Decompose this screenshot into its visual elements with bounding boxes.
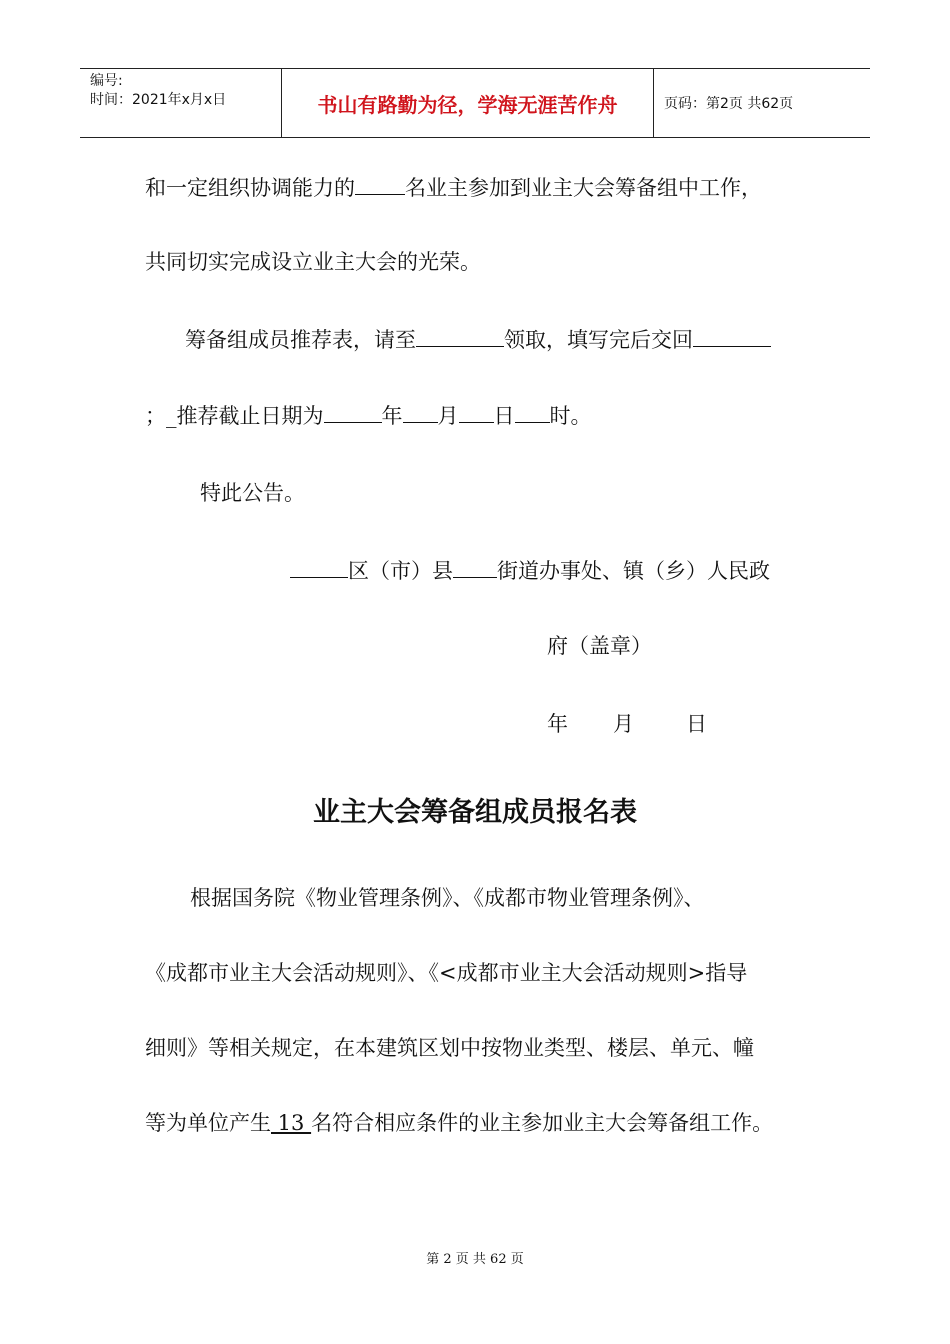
section-title: 业主大会筹备组成员报名表 xyxy=(313,797,637,828)
fill-blank xyxy=(290,559,348,578)
section-para-line-1: 根据国务院《物业管理条例》、《成都市物业管理条例》、 xyxy=(190,886,705,910)
text-span: 和一定组织协调能力的 xyxy=(145,176,355,200)
section-para-line-4 xyxy=(145,1107,773,1137)
day-label: 日 xyxy=(686,712,707,736)
text-span: 年 xyxy=(381,404,403,428)
header-meta xyxy=(80,69,282,137)
body-line-5: 特此公告。 xyxy=(200,481,305,505)
fill-blank xyxy=(515,404,550,423)
member-count: 13 xyxy=(271,1111,312,1135)
text-span: 月 xyxy=(437,404,459,428)
fill-blank xyxy=(403,404,438,423)
text-span: 时。 xyxy=(549,404,592,428)
text-span: 等为单位产生 xyxy=(145,1111,271,1135)
doc-number-label: 编号: xyxy=(90,73,123,89)
header-page-info: 页码：第2页 共62页 xyxy=(664,96,794,112)
text-span: 日 xyxy=(493,404,515,428)
text-span: ；_推荐截止日期为 xyxy=(145,404,324,428)
year-label: 年 xyxy=(547,712,568,736)
fill-blank xyxy=(324,404,382,423)
month-label: 月 xyxy=(613,712,634,736)
body-line-4 xyxy=(145,400,592,430)
fill-blank xyxy=(453,559,497,578)
text-span: 领取，填写完后交回 xyxy=(504,328,693,352)
page-header xyxy=(80,68,870,138)
date-line xyxy=(547,708,707,738)
section-para-line-2: 《成都市业主大会活动规则》、《<成都市业主大会活动规则>指导 xyxy=(145,961,748,985)
body-line-1 xyxy=(145,172,762,202)
fill-blank xyxy=(416,328,504,347)
section-para-line-3: 细则》等相关规定，在本建筑区划中按物业类型、楼层、单元、幢 xyxy=(145,1036,754,1060)
body-line-6 xyxy=(290,555,770,585)
body-line-2: 共同切实完成设立业主大会的光荣。 xyxy=(145,250,481,274)
text-span: 名业主参加到业主大会筹备组中工作， xyxy=(405,176,762,200)
text-span: 区（市）县 xyxy=(348,559,453,583)
doc-time-label: 时间：2021年x月x日 xyxy=(90,92,227,108)
text-span: 名符合相应条件的业主参加业主大会筹备组工作。 xyxy=(311,1111,774,1135)
text-span: 筹备组成员推荐表，请至 xyxy=(185,328,416,352)
fill-blank xyxy=(459,404,494,423)
header-motto: 书山有路勤为径，学海无涯苦作舟 xyxy=(282,69,654,137)
fill-blank xyxy=(693,328,771,347)
page-footer: 第 2 页 共 62 页 xyxy=(426,1252,524,1267)
body-line-7: 府（盖章） xyxy=(547,634,652,658)
text-span: 街道办事处、镇（乡）人民政 xyxy=(497,559,770,583)
body-line-3 xyxy=(185,324,771,354)
fill-blank xyxy=(355,176,405,195)
